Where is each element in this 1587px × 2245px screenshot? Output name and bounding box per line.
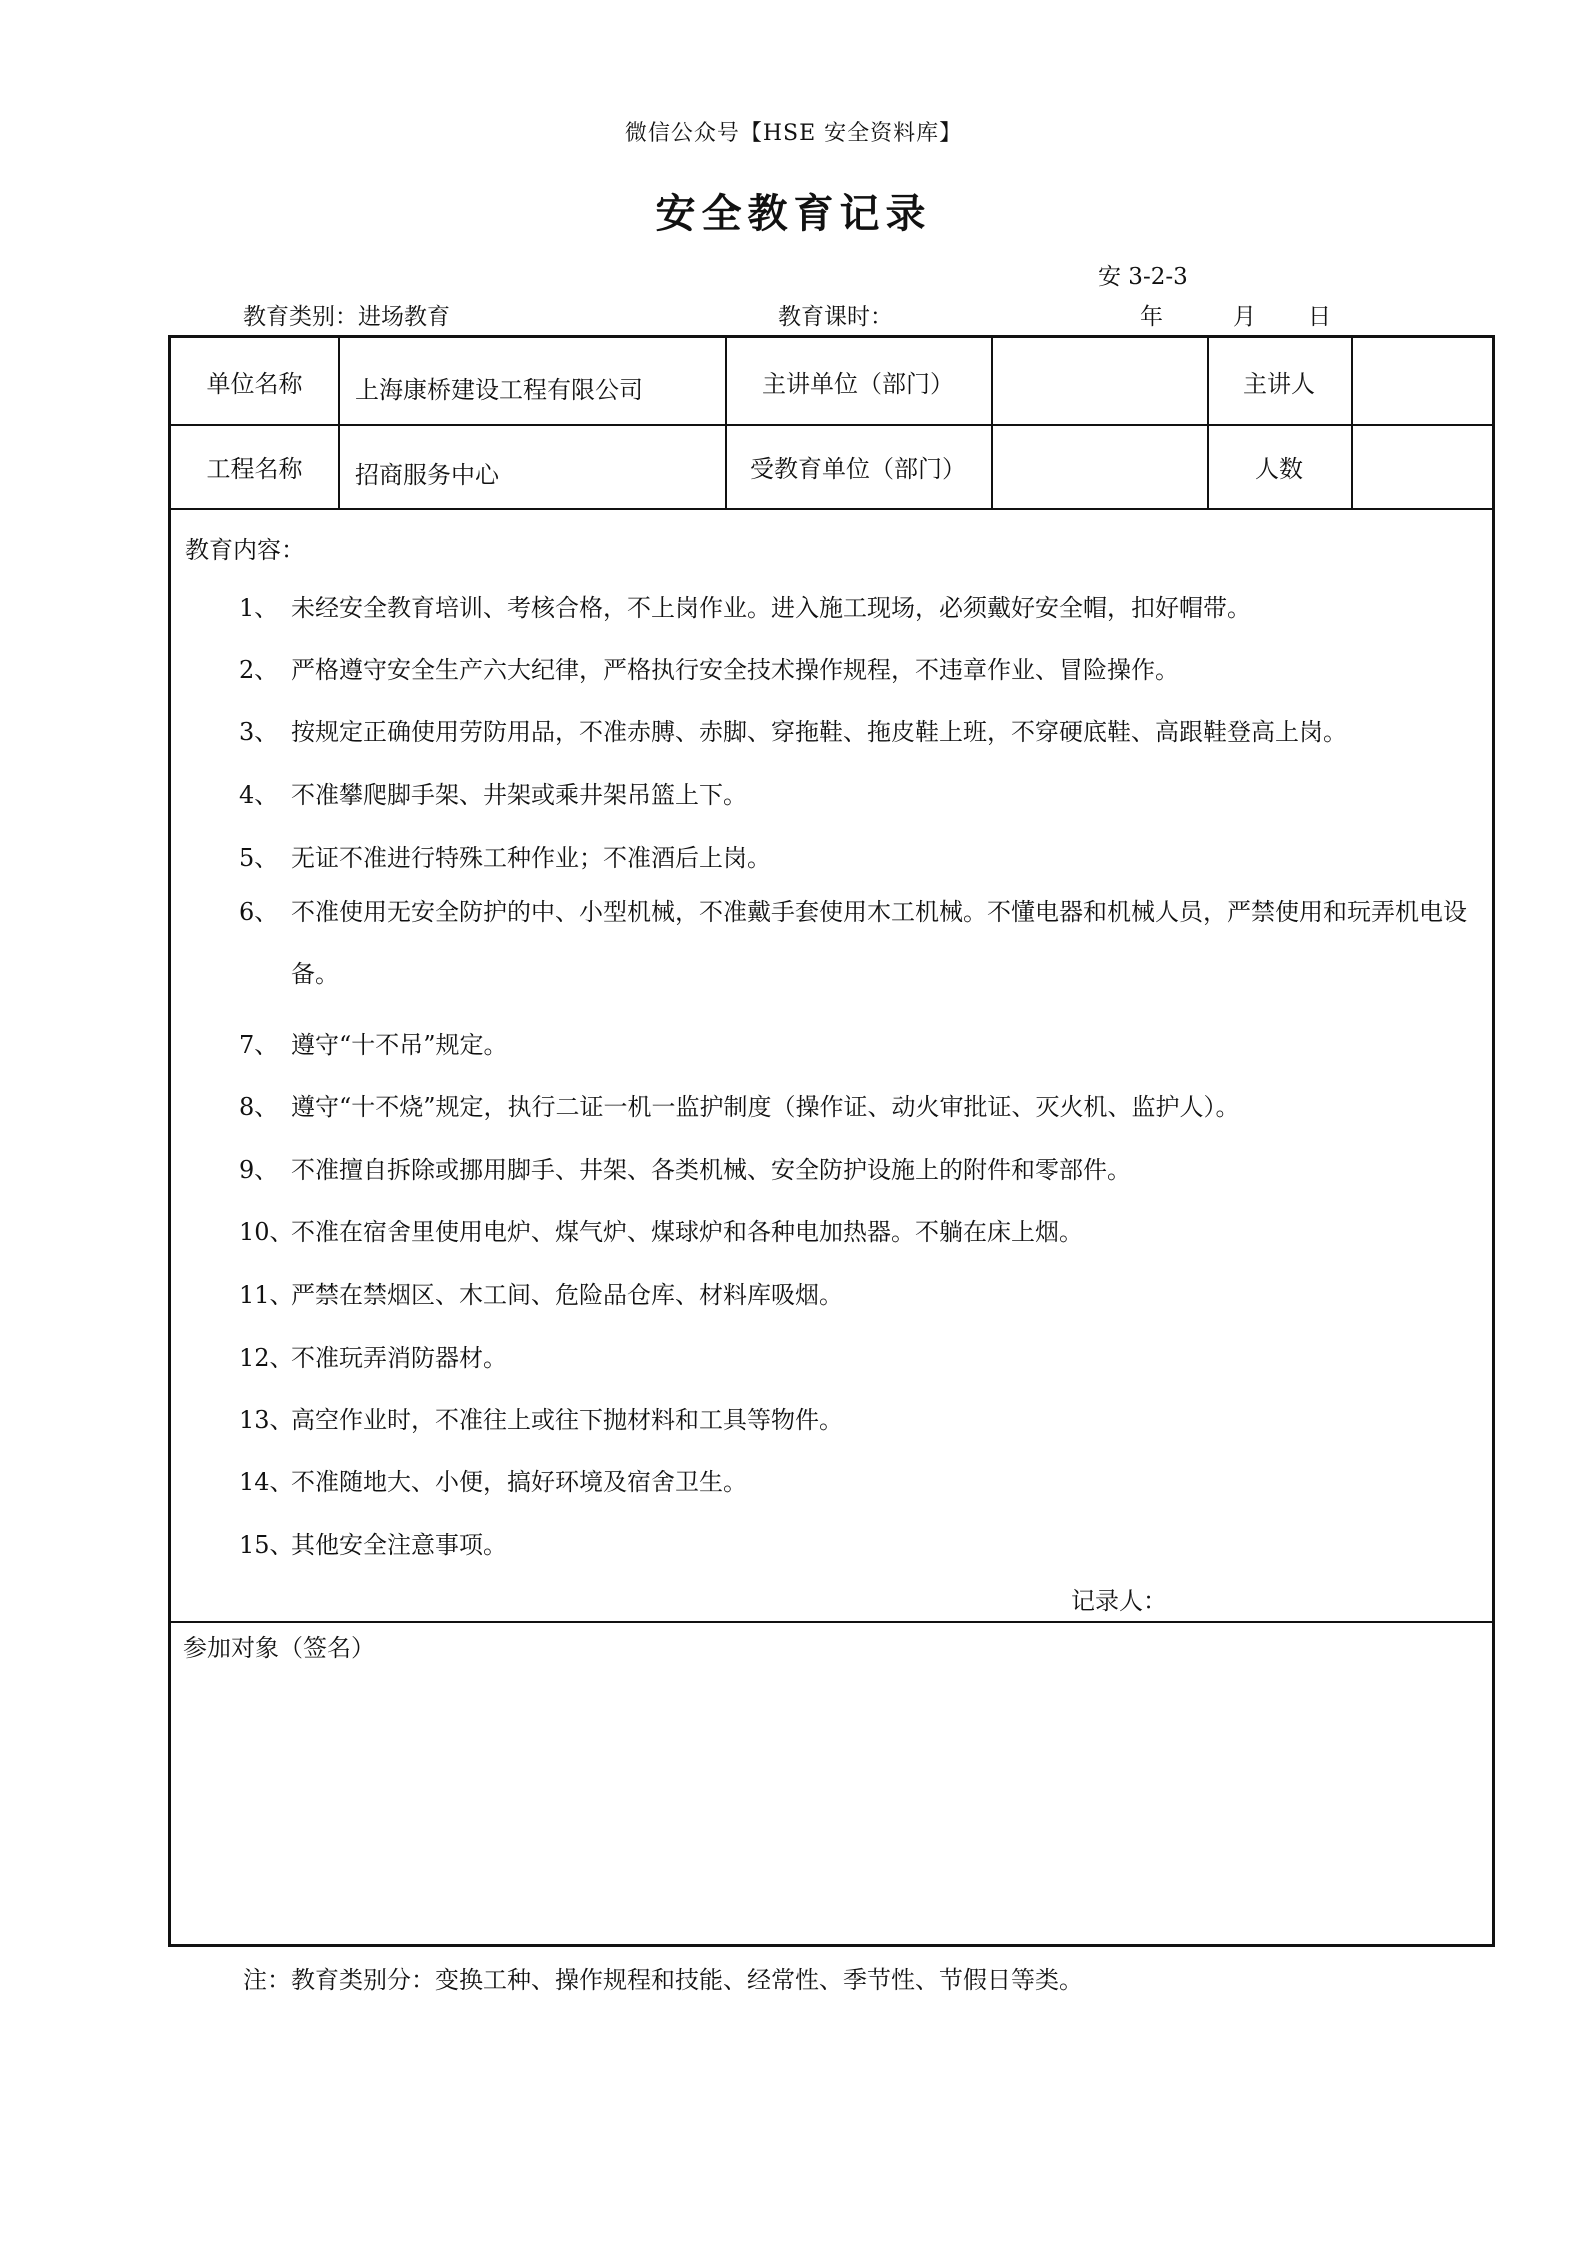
education-hours: 教育课时： bbox=[778, 304, 893, 330]
participants-signature-label: 参加对象（签名） bbox=[183, 1634, 375, 1662]
headcount-label: 人数 bbox=[1255, 454, 1303, 483]
list-item: 10、 不准在宿舍里使用电炉、煤气炉、煤球炉和各种电加热器。不躺在床上烟。 bbox=[239, 1218, 1083, 1246]
list-item: 12、 不准玩弄消防器材。 bbox=[239, 1344, 507, 1372]
list-item: 13、 高空作业时，不准往上或往下抛材料和工具等物件。 bbox=[239, 1406, 843, 1434]
list-item: 9、 不准擅自拆除或挪用脚手、井架、各类机械、安全防护设施上的附件和零部件。 bbox=[239, 1156, 1131, 1184]
page-title: 安全教育记录 bbox=[655, 190, 932, 237]
date-day: 日 bbox=[1308, 304, 1331, 330]
header-note: 微信公众号【HSE 安全资料库】 bbox=[624, 121, 963, 146]
column-divider bbox=[338, 338, 340, 508]
signature-area[interactable] bbox=[171, 1668, 1492, 1938]
recorder-label: 记录人： bbox=[1071, 1587, 1167, 1615]
list-item: 15、 其他安全注意事项。 bbox=[239, 1531, 507, 1559]
list-item: 6、 不准使用无安全防护的中、小型机械，不准戴手套使用木工机械。不懂电器和机械人员，严禁使用和玩弄机电设备。 bbox=[239, 898, 1467, 988]
column-divider bbox=[991, 338, 993, 508]
list-item: 11、 严禁在禁烟区、木工间、危险品仓库、材料库吸烟。 bbox=[239, 1281, 843, 1309]
list-item: 5、 无证不准进行特殊工种作业；不准酒后上岗。 bbox=[239, 844, 771, 872]
unit-name-label: 单位名称 bbox=[206, 369, 303, 398]
list-item: 8、 遵守“十不烧”规定，执行二证一机一监护制度（操作证、动火审批证、灭火机、监护人）。 bbox=[239, 1093, 1240, 1121]
list-item: 7、 遵守“十不吊”规定。 bbox=[239, 1031, 508, 1059]
list-item: 2、 严格遵守安全生产六大纪律，严格执行安全技术操作规程，不违章作业、冒险操作。 bbox=[239, 656, 1179, 684]
list-item: 4、 不准攀爬脚手架、井架或乘井架吊篮上下。 bbox=[239, 781, 747, 809]
list-item: 3、 按规定正确使用劳防用品，不准赤膊、赤脚、穿拖鞋、拖皮鞋上班，不穿硬底鞋、高跟鞋登高上岗。 bbox=[239, 718, 1347, 746]
project-name-label: 工程名称 bbox=[206, 454, 303, 483]
lecturer-unit-label: 主讲单位（部门） bbox=[762, 369, 954, 398]
column-divider bbox=[1351, 338, 1353, 508]
list-item: 14、 不准随地大、小便，搞好环境及宿舍卫生。 bbox=[239, 1468, 747, 1496]
education-content-label: 教育内容： bbox=[185, 536, 305, 564]
education-record-form bbox=[168, 335, 1495, 1947]
unit-name-value[interactable]: 上海康桥建设工程有限公司 bbox=[355, 375, 643, 404]
date-month: 月 bbox=[1233, 304, 1256, 330]
project-name-value[interactable]: 招商服务中心 bbox=[355, 460, 499, 489]
lecturer-label: 主讲人 bbox=[1243, 369, 1315, 398]
footnote: 注：教育类别分：变换工种、操作规程和技能、经常性、季节性、节假日等类。 bbox=[243, 1966, 1083, 1994]
education-type: 教育类别：进场教育 bbox=[243, 304, 450, 330]
date-year: 年 bbox=[1140, 304, 1163, 330]
education-date bbox=[1140, 298, 1331, 331]
list-item: 1、 未经安全教育培训、考核合格，不上岗作业。进入施工现场，必须戴好安全帽，扣好帽带。 bbox=[239, 594, 1251, 622]
trainee-unit-label: 受教育单位（部门） bbox=[750, 454, 966, 483]
form-code: 安 3-2-3 bbox=[1098, 264, 1188, 290]
row-divider bbox=[171, 1621, 1492, 1623]
